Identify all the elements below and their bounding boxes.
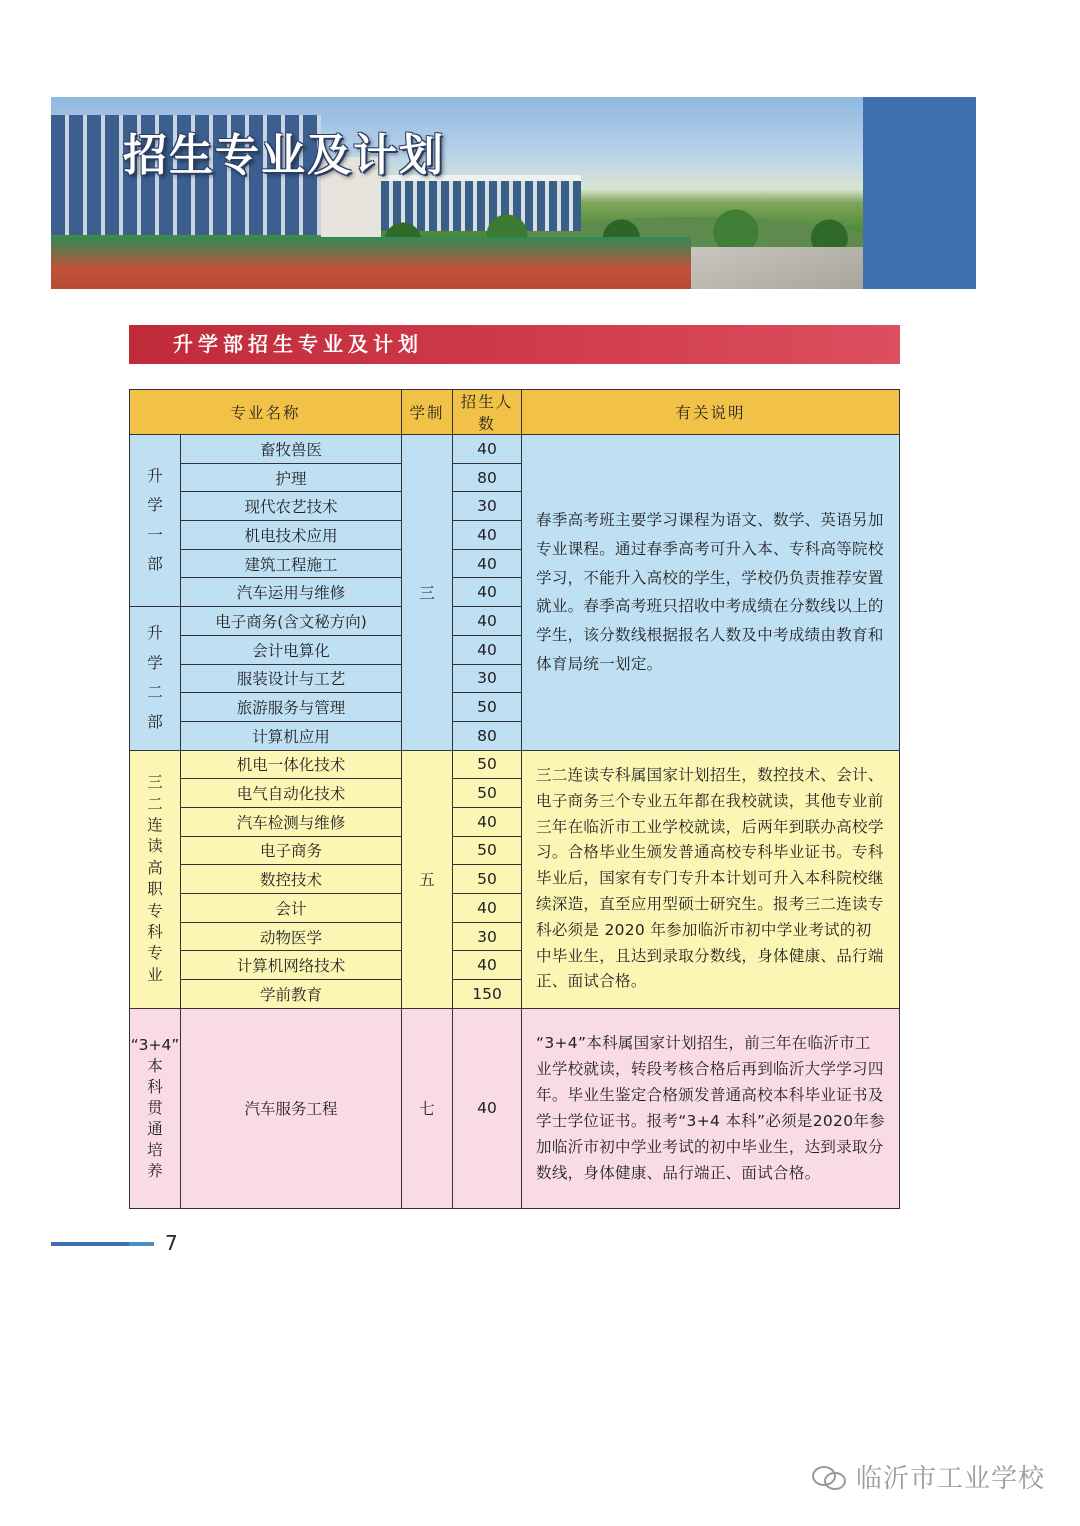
major-name: 机电一体化技术 — [181, 750, 402, 779]
page-number: 7 — [165, 1231, 178, 1255]
enrollment-count: 40 — [453, 435, 522, 464]
table-row — [130, 1008, 900, 1208]
notes-cell: 春季高考班主要学习课程为语文、数学、英语另加专业课程。通过春季高考可升入本、专科高等院校学习，不能升入高校的学生，学校仍负责推荐安置就业。春季高考班只招收中考成绩在分数线以上的学生，该分数线根据报名人数及中考成绩由教育和体育局统一划定。 — [522, 435, 900, 751]
major-name: 电子商务(含文秘方向) — [181, 607, 402, 636]
major-name: 机电技术应用 — [181, 521, 402, 550]
enrollment-count: 40 — [453, 607, 522, 636]
major-name: 护理 — [181, 463, 402, 492]
table-row — [130, 750, 900, 779]
section-title: 升学部招生专业及计划 — [129, 325, 900, 364]
major-name: 计算机应用 — [181, 721, 402, 750]
major-name: 现代农艺技术 — [181, 492, 402, 521]
enrollment-count: 40 — [453, 894, 522, 923]
group-label-2: 升 学 二 部 — [130, 607, 181, 750]
enrollment-count: 40 — [453, 951, 522, 980]
group-label-1: 升 学 一 部 — [130, 435, 181, 607]
duration-cell: 七 — [402, 1008, 453, 1208]
major-name: 汽车运用与维修 — [181, 578, 402, 607]
watermark-text: 临沂市工业学校 — [856, 1464, 1046, 1494]
enrollment-count: 80 — [453, 463, 522, 492]
enrollment-count: 40 — [453, 635, 522, 664]
duration-cell: 三 — [402, 435, 453, 751]
enrollment-count: 40 — [453, 578, 522, 607]
page-number-rule-accent — [129, 1242, 154, 1246]
header-duration: 学制 — [402, 390, 453, 435]
major-name: 电气自动化技术 — [181, 779, 402, 808]
enrollment-table — [129, 389, 900, 1209]
major-name: 动物医学 — [181, 922, 402, 951]
major-name: 电子商务 — [181, 836, 402, 865]
header-major: 专业名称 — [130, 390, 402, 435]
enrollment-count: 40 — [453, 549, 522, 578]
notes-cell: 三二连读专科属国家计划招生，数控技术、会计、电子商务三个专业五年都在我校就读，其他专业前三年在临沂市工业学校就读，后两年到联办高校学习。合格毕业生颁发普通高校专科毕业证书。专科毕业后，国家有专门专升本计划可升入本科院校继续深造，直至应用型硕士研究生。报考三二连读专科必须是 2020 年参加临沂市初中学业考试的初中毕业生，且达到录取分数线，身体健康、品行端正、面试合格。 — [522, 750, 900, 1008]
enrollment-count: 30 — [453, 664, 522, 693]
enrollment-count: 40 — [453, 1008, 522, 1208]
page-title: 招生专业及计划 — [123, 130, 445, 181]
enrollment-count: 40 — [453, 807, 522, 836]
major-name: 学前教育 — [181, 980, 402, 1009]
table-row — [130, 435, 900, 464]
major-name: 服装设计与工艺 — [181, 664, 402, 693]
major-name: 会计电算化 — [181, 635, 402, 664]
enrollment-count: 80 — [453, 721, 522, 750]
table-header-row — [130, 390, 900, 435]
major-name: 畜牧兽医 — [181, 435, 402, 464]
group-label-3: 三 二 连 读 高 职 专 科 专 业 — [130, 750, 181, 1008]
enrollment-count: 50 — [453, 865, 522, 894]
enrollment-count: 50 — [453, 693, 522, 722]
duration-cell: 五 — [402, 750, 453, 1008]
banner-photo — [51, 97, 863, 289]
notes-cell: “3+4”本科属国家计划招生，前三年在临沂市工业学校就读，转段考核合格后再到临沂大学学习四年。毕业生鉴定合格颁发普通高校本科毕业证书及学士学位证书。报考“3+4 本科”必须是2020年参加临沂市初中学业考试的初中毕业生，达到录取分数线，身体健康、品行端正、面试合格。 — [522, 1008, 900, 1208]
enrollment-count: 50 — [453, 779, 522, 808]
major-name: 数控技术 — [181, 865, 402, 894]
enrollment-count: 150 — [453, 980, 522, 1009]
enrollment-count: 30 — [453, 922, 522, 951]
banner-sports-court — [51, 237, 691, 289]
wechat-icon — [810, 1462, 850, 1492]
major-name: 会计 — [181, 894, 402, 923]
enrollment-count: 30 — [453, 492, 522, 521]
major-name: 计算机网络技术 — [181, 951, 402, 980]
banner-blue-block — [863, 97, 976, 289]
group-label-4: “3+4” 本 科 贯 通 培 养 — [130, 1008, 181, 1208]
major-name: 汽车服务工程 — [181, 1008, 402, 1208]
enrollment-count: 50 — [453, 836, 522, 865]
banner-road — [691, 247, 863, 289]
major-name: 汽车检测与维修 — [181, 807, 402, 836]
enrollment-count: 50 — [453, 750, 522, 779]
major-name: 旅游服务与管理 — [181, 693, 402, 722]
header-enrollment: 招生人数 — [453, 390, 522, 435]
header-notes: 有关说明 — [522, 390, 900, 435]
enrollment-count: 40 — [453, 521, 522, 550]
watermark — [810, 1458, 1045, 1495]
major-name: 建筑工程施工 — [181, 549, 402, 578]
